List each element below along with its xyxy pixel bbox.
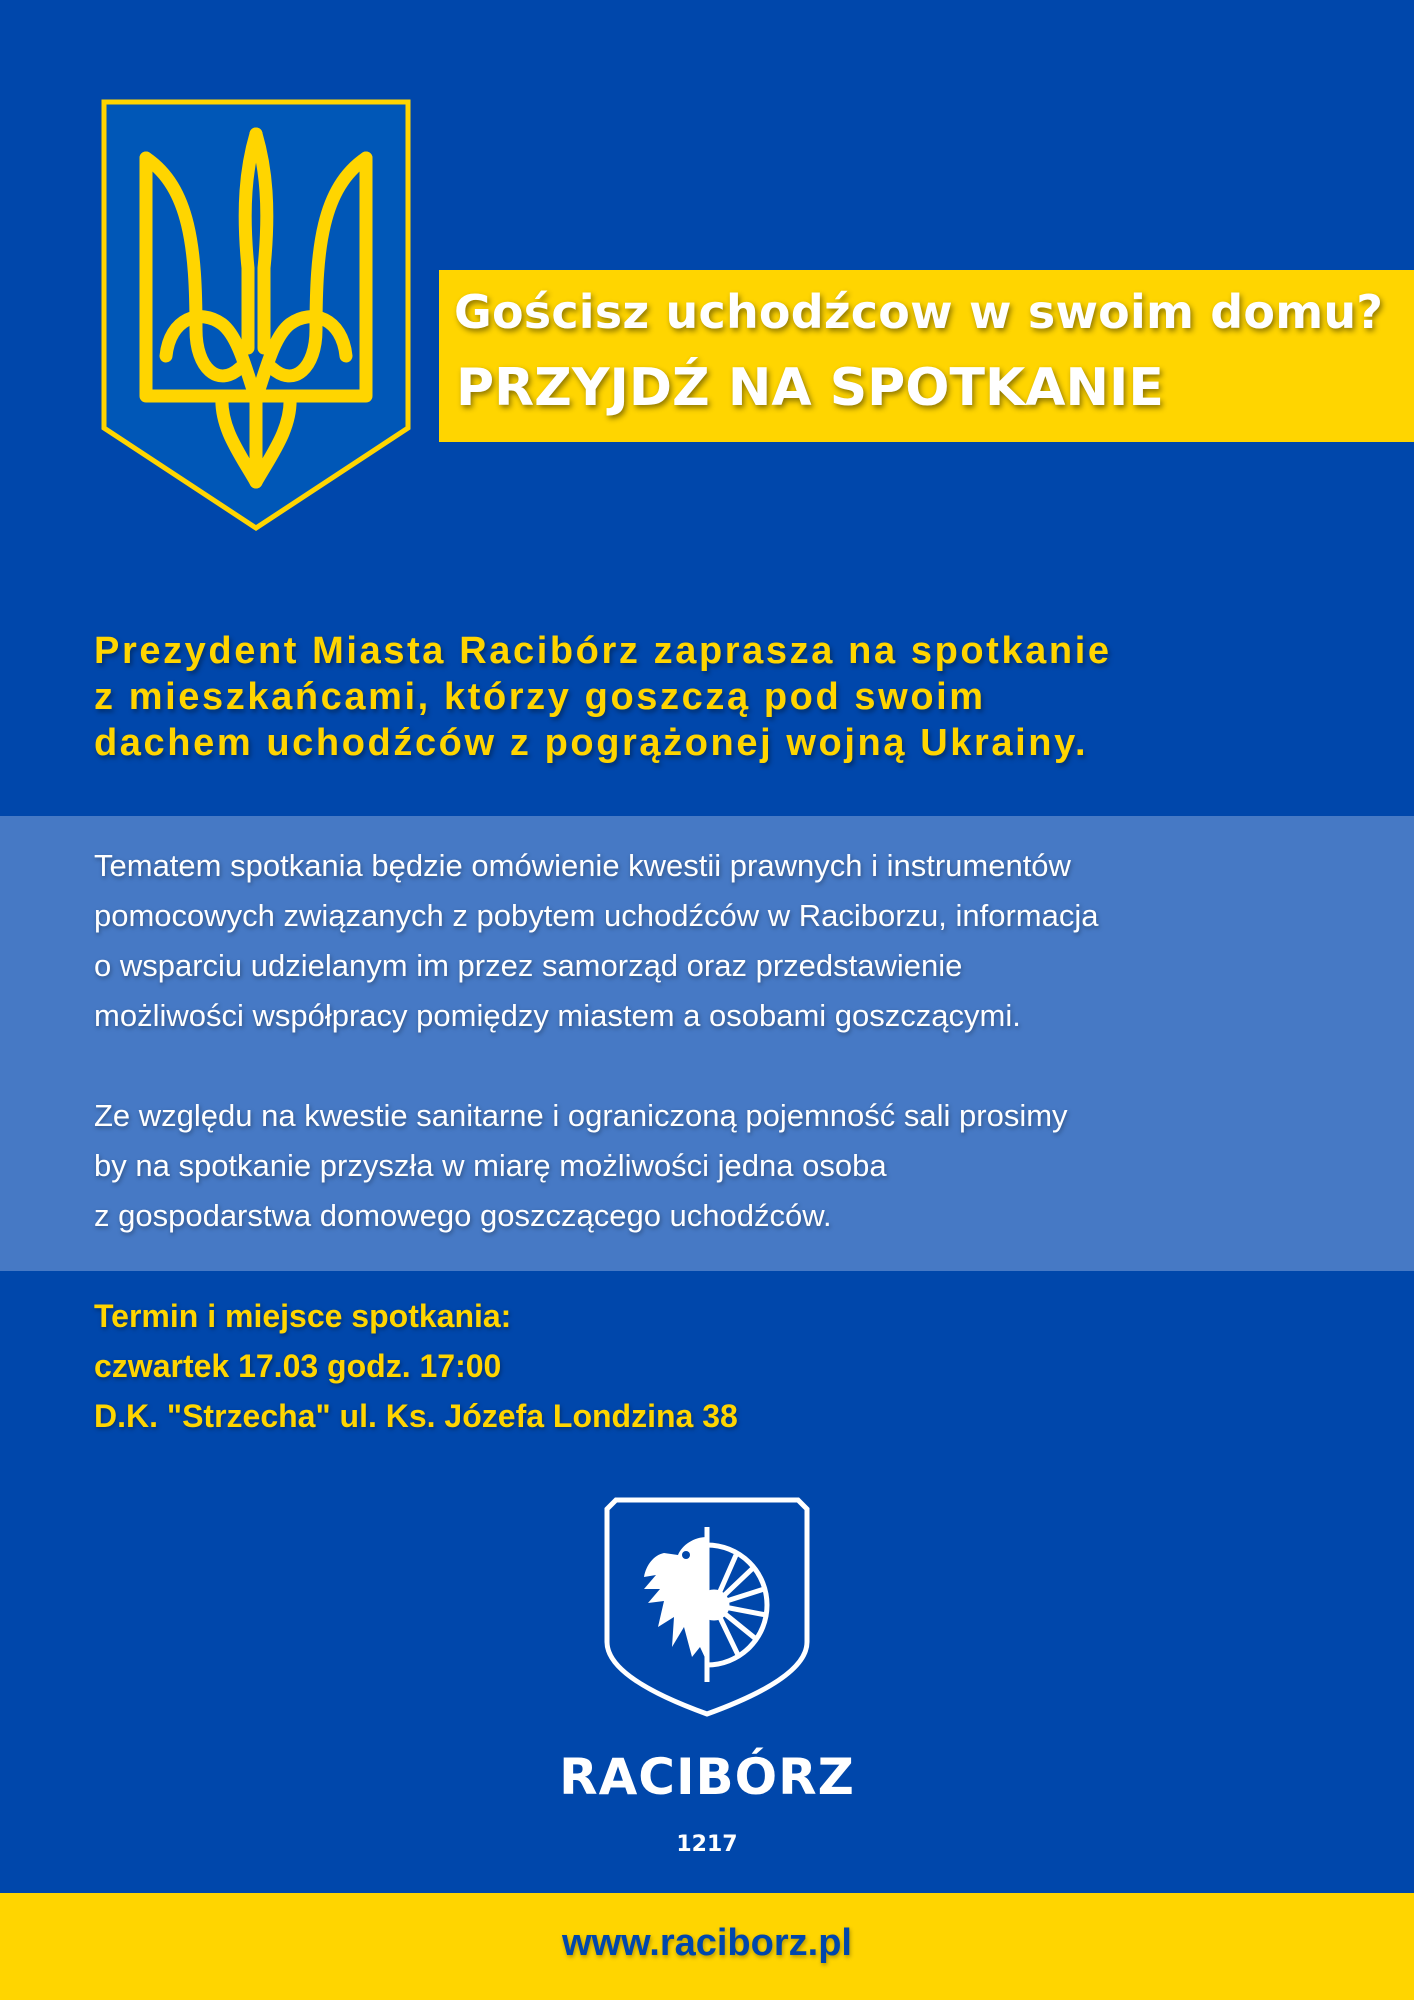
raciborz-city-crest-icon — [604, 1497, 810, 1717]
ukrainian-trident-coat-of-arms-icon — [100, 98, 412, 532]
paragraph-line: Tematem spotkania będzie omówienie kwestii prawnych i instrumentów — [94, 848, 1071, 883]
city-name: RACIBÓRZ — [559, 1748, 855, 1806]
meeting-datetime: czwartek 17.03 godz. 17:00 — [94, 1348, 502, 1384]
headline-question: Gościsz uchodźcow w swoim domu? — [454, 285, 1384, 339]
details-paragraph-attendance — [94, 1091, 1374, 1241]
meeting-info — [94, 1291, 1094, 1441]
paragraph-line: z gospodarstwa domowego goszczącego uchodźców. — [94, 1198, 832, 1233]
paragraph-line: możliwości współpracy pomiędzy miastem a osobami goszczącymi. — [94, 998, 1021, 1033]
details-paragraph-topic — [94, 841, 1374, 1041]
intro-text — [94, 628, 1354, 766]
intro-line: dachem uchodźców z pogrążonej wojną Ukrainy. — [94, 722, 1089, 764]
intro-line: Prezydent Miasta Racibórz zaprasza na spotkanie — [94, 630, 1112, 672]
website-link[interactable]: www.raciborz.pl — [562, 1922, 852, 1964]
city-year: 1217 — [676, 1832, 738, 1857]
headline-call-to-action: PRZYJDŹ NA SPOTKANIE — [456, 358, 1164, 418]
paragraph-line: by na spotkanie przyszła w miarę możliwości jedna osoba — [94, 1148, 887, 1183]
intro-line: z mieszkańcami, którzy goszczą pod swoim — [94, 676, 986, 718]
meeting-heading: Termin i miejsce spotkania: — [94, 1298, 512, 1334]
paragraph-line: Ze względu na kwestie sanitarne i ograniczoną pojemność sali prosimy — [94, 1098, 1068, 1133]
meeting-location: D.K. "Strzecha" ul. Ks. Józefa Londzina 38 — [94, 1398, 738, 1434]
paragraph-line: pomocowych związanych z pobytem uchodźców w Raciborzu, informacja — [94, 898, 1099, 933]
paragraph-line: o wsparciu udzielanym im przez samorząd oraz przedstawienie — [94, 948, 963, 983]
